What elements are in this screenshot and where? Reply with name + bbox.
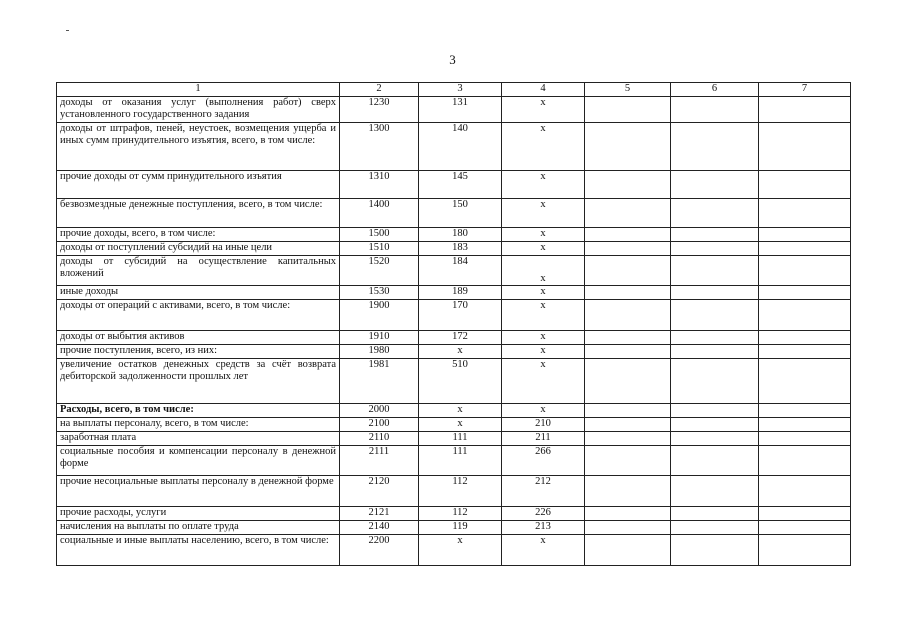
- row-kvr-cell: х: [502, 228, 585, 242]
- table-row: [57, 123, 851, 171]
- row-code-cell: 2100: [340, 418, 419, 432]
- row-name-cell: доходы от операций с активами, всего, в том числе:: [57, 300, 340, 331]
- row-name-cell: прочие несоциальные выплаты персоналу в денежной форме: [57, 476, 340, 507]
- row-empty-cell: [759, 242, 851, 256]
- row-empty-cell: [759, 521, 851, 535]
- row-kvr-cell: х: [502, 286, 585, 300]
- row-empty-cell: [671, 171, 759, 199]
- row-kosgu-cell: 183: [419, 242, 502, 256]
- row-name-cell: прочие доходы от сумм принудительного изъятия: [57, 171, 340, 199]
- row-empty-cell: [585, 446, 671, 476]
- row-code-cell: 1910: [340, 331, 419, 345]
- table-row: [57, 359, 851, 404]
- row-empty-cell: [585, 286, 671, 300]
- row-kosgu-cell: 189: [419, 286, 502, 300]
- row-name-cell: Расходы, всего, в том числе:: [57, 404, 340, 418]
- row-code-cell: 1530: [340, 286, 419, 300]
- row-empty-cell: [759, 418, 851, 432]
- row-kvr-cell: х: [502, 535, 585, 566]
- row-name-cell: социальные и иные выплаты населению, всего, в том числе:: [57, 535, 340, 566]
- table-row: [57, 171, 851, 199]
- row-kosgu-cell: 111: [419, 446, 502, 476]
- row-empty-cell: [671, 507, 759, 521]
- row-empty-cell: [759, 432, 851, 446]
- row-empty-cell: [759, 228, 851, 242]
- row-kosgu-cell: 111: [419, 432, 502, 446]
- row-empty-cell: [759, 446, 851, 476]
- row-kosgu-cell: 119: [419, 521, 502, 535]
- row-kvr-cell: 213: [502, 521, 585, 535]
- financial-table: [56, 82, 851, 566]
- row-kosgu-cell: 131: [419, 97, 502, 123]
- row-code-cell: 1980: [340, 345, 419, 359]
- row-kosgu-cell: 172: [419, 331, 502, 345]
- row-empty-cell: [759, 507, 851, 521]
- row-kosgu-cell: 112: [419, 476, 502, 507]
- row-empty-cell: [759, 123, 851, 171]
- row-code-cell: 1510: [340, 242, 419, 256]
- row-empty-cell: [585, 404, 671, 418]
- row-kvr-cell: х: [502, 359, 585, 404]
- row-empty-cell: [759, 345, 851, 359]
- row-kvr-cell: х: [502, 256, 585, 286]
- row-kosgu-cell: 184: [419, 256, 502, 286]
- row-empty-cell: [671, 242, 759, 256]
- row-kosgu-cell: 145: [419, 171, 502, 199]
- row-empty-cell: [671, 345, 759, 359]
- table-row: [57, 331, 851, 345]
- row-empty-cell: [585, 331, 671, 345]
- row-empty-cell: [585, 228, 671, 242]
- row-name-cell: прочие поступления, всего, из них:: [57, 345, 340, 359]
- row-empty-cell: [671, 228, 759, 242]
- table-row: [57, 97, 851, 123]
- row-name-cell: социальные пособия и компенсации персоналу в денежной форме: [57, 446, 340, 476]
- row-code-cell: 2121: [340, 507, 419, 521]
- row-code-cell: 1230: [340, 97, 419, 123]
- row-empty-cell: [585, 359, 671, 404]
- table-row: [57, 521, 851, 535]
- table-row: [57, 507, 851, 521]
- column-number-row: [57, 83, 851, 97]
- row-empty-cell: [585, 535, 671, 566]
- row-empty-cell: [759, 97, 851, 123]
- row-code-cell: 1310: [340, 171, 419, 199]
- row-name-cell: доходы от поступлений субсидий на иные цели: [57, 242, 340, 256]
- row-code-cell: 2000: [340, 404, 419, 418]
- row-kvr-cell: 266: [502, 446, 585, 476]
- column-header: 6: [671, 83, 759, 97]
- row-empty-cell: [585, 432, 671, 446]
- row-name-cell: доходы от выбытия активов: [57, 331, 340, 345]
- row-empty-cell: [671, 521, 759, 535]
- row-code-cell: 1520: [340, 256, 419, 286]
- table-row: [57, 199, 851, 228]
- row-empty-cell: [585, 123, 671, 171]
- row-kvr-cell: 212: [502, 476, 585, 507]
- row-empty-cell: [585, 521, 671, 535]
- row-kosgu-cell: х: [419, 404, 502, 418]
- row-empty-cell: [585, 418, 671, 432]
- row-empty-cell: [671, 418, 759, 432]
- row-kosgu-cell: 112: [419, 507, 502, 521]
- row-kvr-cell: х: [502, 123, 585, 171]
- row-code-cell: 1400: [340, 199, 419, 228]
- row-code-cell: 1900: [340, 300, 419, 331]
- row-name-cell: увеличение остатков денежных средств за счёт возврата дебиторской задолженности прошлых лет: [57, 359, 340, 404]
- row-name-cell: начисления на выплаты по оплате труда: [57, 521, 340, 535]
- row-name-cell: заработная плата: [57, 432, 340, 446]
- row-empty-cell: [585, 242, 671, 256]
- column-header: 1: [57, 83, 340, 97]
- row-name-cell: на выплаты персоналу, всего, в том числе:: [57, 418, 340, 432]
- table-row: [57, 432, 851, 446]
- row-empty-cell: [671, 286, 759, 300]
- row-name-cell: доходы от штрафов, пеней, неустоек, возмещения ущерба и иных сумм принудительного изъятия, всего, в том числе:: [57, 123, 340, 171]
- row-empty-cell: [671, 97, 759, 123]
- row-empty-cell: [759, 199, 851, 228]
- row-code-cell: 2110: [340, 432, 419, 446]
- row-kvr-cell: х: [502, 345, 585, 359]
- table-body: [57, 97, 851, 566]
- column-header: 3: [419, 83, 502, 97]
- row-empty-cell: [759, 171, 851, 199]
- table-row: [57, 404, 851, 418]
- row-empty-cell: [671, 199, 759, 228]
- row-name-cell: иные доходы: [57, 286, 340, 300]
- page-number: 3: [449, 52, 456, 67]
- row-name-cell: безвозмездные денежные поступления, всего, в том числе:: [57, 199, 340, 228]
- row-empty-cell: [759, 331, 851, 345]
- table-row: [57, 476, 851, 507]
- row-code-cell: 2111: [340, 446, 419, 476]
- row-empty-cell: [759, 404, 851, 418]
- row-empty-cell: [671, 123, 759, 171]
- row-empty-cell: [759, 286, 851, 300]
- row-empty-cell: [585, 256, 671, 286]
- row-code-cell: 1500: [340, 228, 419, 242]
- row-kosgu-cell: 510: [419, 359, 502, 404]
- row-name-cell: прочие доходы, всего, в том числе:: [57, 228, 340, 242]
- row-empty-cell: [585, 300, 671, 331]
- row-empty-cell: [671, 535, 759, 566]
- row-empty-cell: [671, 476, 759, 507]
- row-kvr-cell: х: [502, 171, 585, 199]
- row-kosgu-cell: х: [419, 345, 502, 359]
- row-empty-cell: [671, 256, 759, 286]
- row-kvr-cell: х: [502, 242, 585, 256]
- row-kosgu-cell: 170: [419, 300, 502, 331]
- row-kosgu-cell: х: [419, 418, 502, 432]
- table-row: [57, 535, 851, 566]
- row-code-cell: 2120: [340, 476, 419, 507]
- row-empty-cell: [671, 331, 759, 345]
- column-header: 5: [585, 83, 671, 97]
- row-kvr-cell: х: [502, 300, 585, 331]
- row-empty-cell: [759, 300, 851, 331]
- row-code-cell: 1981: [340, 359, 419, 404]
- table-row: [57, 286, 851, 300]
- row-kvr-cell: х: [502, 97, 585, 123]
- row-code-cell: 2140: [340, 521, 419, 535]
- row-code-cell: 2200: [340, 535, 419, 566]
- row-empty-cell: [759, 535, 851, 566]
- row-empty-cell: [759, 359, 851, 404]
- row-empty-cell: [759, 256, 851, 286]
- row-kvr-cell: х: [502, 199, 585, 228]
- table-row: [57, 256, 851, 286]
- row-empty-cell: [585, 507, 671, 521]
- table-row: [57, 418, 851, 432]
- column-header: 2: [340, 83, 419, 97]
- row-name-cell: прочие расходы, услуги: [57, 507, 340, 521]
- row-empty-cell: [585, 97, 671, 123]
- column-header: 4: [502, 83, 585, 97]
- row-empty-cell: [585, 345, 671, 359]
- row-code-cell: 1300: [340, 123, 419, 171]
- table-row: [57, 242, 851, 256]
- row-empty-cell: [585, 171, 671, 199]
- row-kvr-cell: 211: [502, 432, 585, 446]
- row-kosgu-cell: 140: [419, 123, 502, 171]
- scan-speck: [66, 30, 69, 31]
- table-row: [57, 300, 851, 331]
- row-name-cell: доходы от субсидий на осуществление капитальных вложений: [57, 256, 340, 286]
- row-empty-cell: [671, 432, 759, 446]
- row-empty-cell: [585, 476, 671, 507]
- table-row: [57, 345, 851, 359]
- column-header: 7: [759, 83, 851, 97]
- row-name-cell: доходы от оказания услуг (выполнения работ) сверх установленного государственного задания: [57, 97, 340, 123]
- row-kvr-cell: 210: [502, 418, 585, 432]
- table-row: [57, 228, 851, 242]
- row-empty-cell: [671, 404, 759, 418]
- row-empty-cell: [671, 300, 759, 331]
- row-kosgu-cell: 150: [419, 199, 502, 228]
- row-empty-cell: [671, 446, 759, 476]
- row-kvr-cell: х: [502, 404, 585, 418]
- row-empty-cell: [671, 359, 759, 404]
- row-empty-cell: [759, 476, 851, 507]
- table-row: [57, 446, 851, 476]
- row-kosgu-cell: 180: [419, 228, 502, 242]
- row-empty-cell: [585, 199, 671, 228]
- row-kvr-cell: 226: [502, 507, 585, 521]
- row-kvr-cell: х: [502, 331, 585, 345]
- row-kosgu-cell: х: [419, 535, 502, 566]
